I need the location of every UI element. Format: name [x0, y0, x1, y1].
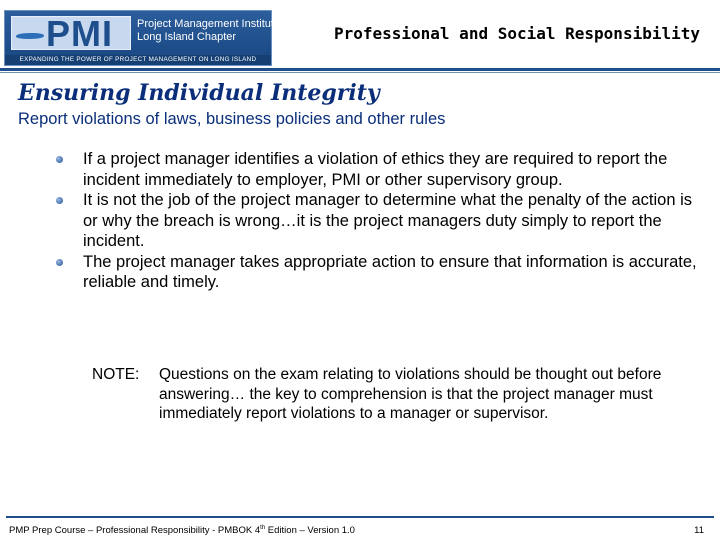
footer-text	[9, 525, 355, 536]
logo-org-line2: Long Island Chapter	[137, 31, 237, 43]
bullet-list	[56, 149, 706, 293]
bullet-item	[56, 252, 706, 293]
footer-divider	[6, 516, 714, 518]
bullet-text: It is not the job of the project manager to determine what the penalty of the action is or why the breach is wrong…it is the project managers duty simply to report the incident.	[83, 191, 693, 250]
logo-mark-text: PMI	[46, 13, 114, 54]
long-island-icon	[16, 33, 44, 39]
footer-text-main: PMP Prep Course – Professional Responsibility - PMBOK 4	[9, 525, 261, 537]
header-divider	[0, 68, 720, 71]
bullet-text: If a project manager identifies a violation of ethics they are required to report the incident immediately to employer, PMI or other supervisory group.	[83, 150, 668, 189]
page-number: 11	[694, 525, 704, 536]
logo-mark	[11, 13, 131, 54]
header-divider-thin	[0, 72, 720, 73]
bullet-icon	[56, 197, 63, 204]
bullet-icon	[56, 156, 63, 163]
bullet-icon	[56, 259, 63, 266]
pmi-logo	[4, 10, 281, 66]
slide-title: Ensuring Individual Integrity	[18, 80, 380, 106]
bullet-item	[56, 149, 706, 190]
logo-org-name	[137, 18, 280, 44]
header-title: Professional and Social Responsibility	[333, 24, 700, 43]
note-text: Questions on the exam relating to violations should be thought out before answering… the key to comprehension is that the project manager must immediately report violations to a manager or supervisor.	[159, 366, 662, 422]
note-label: NOTE:	[92, 366, 140, 383]
slide-subtitle: Report violations of laws, business policies and other rules	[18, 110, 446, 128]
logo-org-line1: Project Management Institute	[137, 18, 281, 30]
logo-tagline: EXPANDING THE POWER OF PROJECT MANAGEMENT ON LONG ISLAND	[5, 55, 271, 65]
bullet-item	[56, 190, 706, 252]
footer-superscript: th	[260, 525, 266, 531]
logo-banner	[5, 11, 281, 55]
footer-text-end: Edition – Version 1.0	[265, 525, 355, 537]
bullet-text: The project manager takes appropriate action to ensure that information is accurate, reliable and timely.	[83, 252, 697, 291]
